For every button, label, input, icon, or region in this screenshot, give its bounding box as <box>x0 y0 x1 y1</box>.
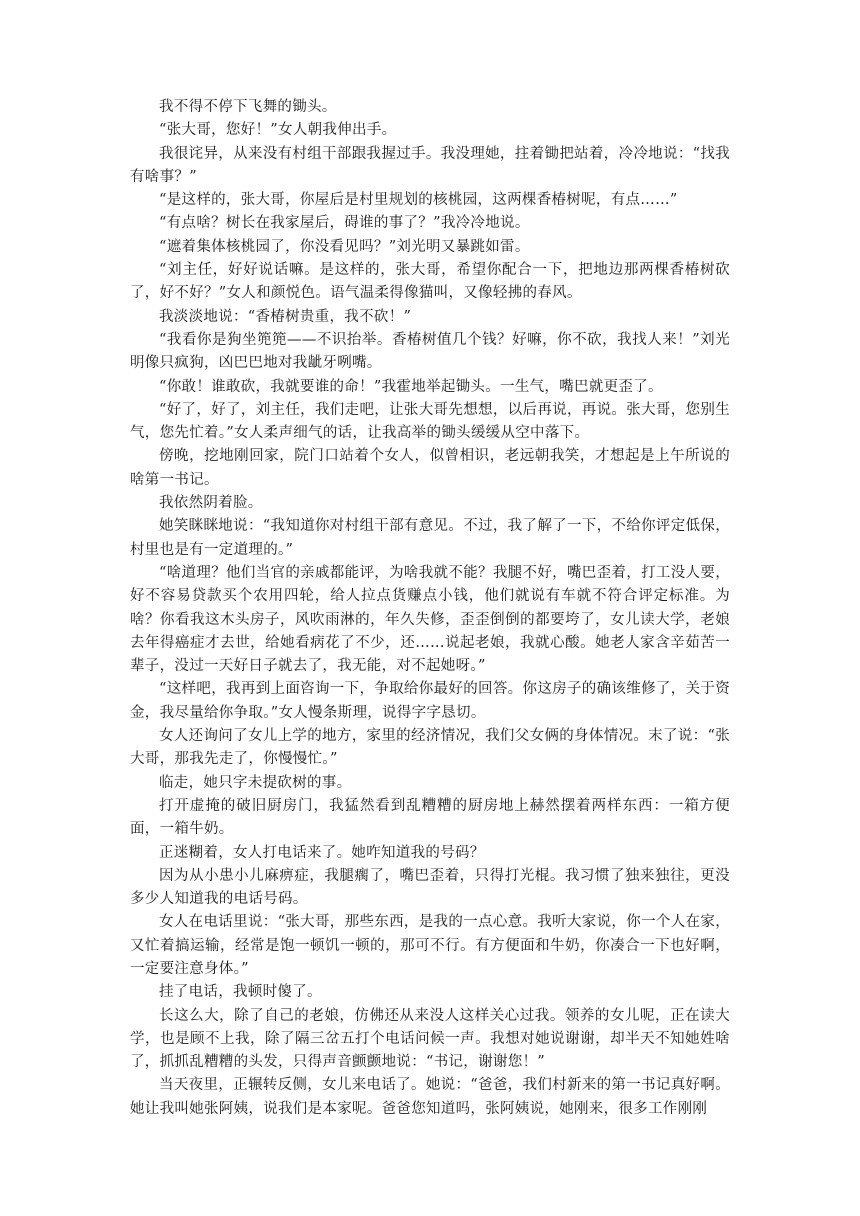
paragraph: 我很诧异，从来没有村组干部跟我握过手。我没理她，拄着锄把站着，冷冷地说：“找我有啥事？” <box>130 145 730 185</box>
paragraph: 当天夜里，正辗转反侧，女儿来电话了。她说：“爸爸，我们村新来的第一书记真好啊。她让我叫她张阿姨，说我们是本家呢。爸爸您知道吗，张阿姨说，她刚来，很多工作刚刚 <box>130 1077 730 1117</box>
paragraph: 临走，她只字未提砍树的事。 <box>159 774 352 791</box>
paragraph: 正迷糊着，女人打电话来了。她咋知道我的号码？ <box>159 844 485 861</box>
paragraph: “有点啥？树长在我家屋后，碍谁的事了？”我冷冷地说。 <box>159 215 530 232</box>
paragraph: “这样吧，我再到上面咨询一下，争取给你最好的回答。你这房子的确该维修了，关于资金，我尽量给你争取。”女人慢条斯理，说得字字恳切。 <box>130 681 730 721</box>
paragraph: “好了，好了，刘主任，我们走吧，让张大哥先想想，以后再说，再说。张大哥，您别生气，您先忙着。”女人柔声细气的话，让我高举的锄头缓缓从空中落下。 <box>130 401 730 442</box>
paragraph: 因为从小患小儿麻痹症，我腿瘸了，嘴巴歪着，只得打光棍。我习惯了独来独往，更没多少人知道我的电话号码。 <box>130 867 730 908</box>
paragraph: 打开虚掩的破旧厨房门，我猛然看到乱糟糟的厨房地上赫然摆着两样东西：一箱方便面，一箱牛奶。 <box>130 797 730 838</box>
paragraph: 她笑眯眯地说：“我知道你对村组干部有意见。不过，我了解了一下，不给你评定低保，村里也是有一定道理的。” <box>130 518 730 558</box>
paragraph: 傍晚，挖地刚回家，院门口站着个女人，似曾相识，老远朝我笑，才想起是上午所说的啥第一书记。 <box>130 448 730 488</box>
paragraph: 女人还询问了女儿上学的地方，家里的经济情况，我们父女俩的身体情况。末了说：“张大哥，那我先走了，你慢慢忙。” <box>130 728 730 768</box>
paragraph: 我淡淡地说：“香椿树贵重，我不砍！” <box>159 308 412 325</box>
document-body <box>130 96 730 1121</box>
paragraph: “遮着集体核桃园了，你没看见吗？”刘光明又暴跳如雷。 <box>159 238 530 255</box>
paragraph: “啥道理？他们当官的亲戚都能评，为啥我就不能？我腿不好，嘴巴歪着，打工没人要，好不容易贷款买个农用四轮，给人拉点货赚点小钱，他们就说有车就不符合评定标准。为啥？你看我这木头房子，风吹雨淋的，年久失修，歪歪倒倒的都要垮了，女儿读大学，老娘去年得癌症才去世，给她看病花了不少，还……说起老娘，我就心酸。她老人家含辛茹苦一辈子，没过一天好日子就去了，我无能，对不起她呀。” <box>130 564 730 675</box>
paragraph: “张大哥，您好！”女人朝我伸出手。 <box>159 122 397 139</box>
paragraph: 女人在电话里说：“张大哥，那些东西，是我的一点心意。我听大家说，你一个人在家，又忙着搞运输，经常是饱一顿饥一顿的，那可不行。有方便面和牛奶，你凑合一下也好啊，一定要注意身体。” <box>130 914 730 977</box>
paragraph: “刘主任，好好说话嘛。是这样的，张大哥，希望你配合一下，把地边那两棵香椿树砍了，好不好？”女人和颜悦色。语气温柔得像猫叫，又像轻拂的春风。 <box>130 262 730 302</box>
paragraph: “你敢！谁敢砍，我就要谁的命！”我霍地举起锄头。一生气，嘴巴就更歪了。 <box>159 378 663 395</box>
paragraph: 我不得不停下飞舞的锄头。 <box>159 99 337 115</box>
paragraph: 挂了电话，我顿时傻了。 <box>159 984 322 1001</box>
paragraph: 我依然阴着脸。 <box>159 495 263 512</box>
paragraph: 长这么大，除了自己的老娘，仿佛还从来没人这样关心过我。领养的女儿呢，正在读大学，也是顾不上我，除了隔三岔五打个电话问候一声。我想对她说谢谢，却半天不知她姓啥了，抓抓乱糟糟的头发，只得声音颤颤地说：“书记，谢谢您！” <box>130 1007 730 1071</box>
paragraph: “我看你是狗坐篼篼——不识抬举。香椿树值几个钱？好嘛，你不砍，我找人来！”刘光明像只疯狗，凶巴巴地对我龇牙咧嘴。 <box>130 331 730 372</box>
paragraph: “是这样的，张大哥，你屋后是村里规划的核桃园，这两棵香椿树呢，有点……” <box>159 192 678 209</box>
